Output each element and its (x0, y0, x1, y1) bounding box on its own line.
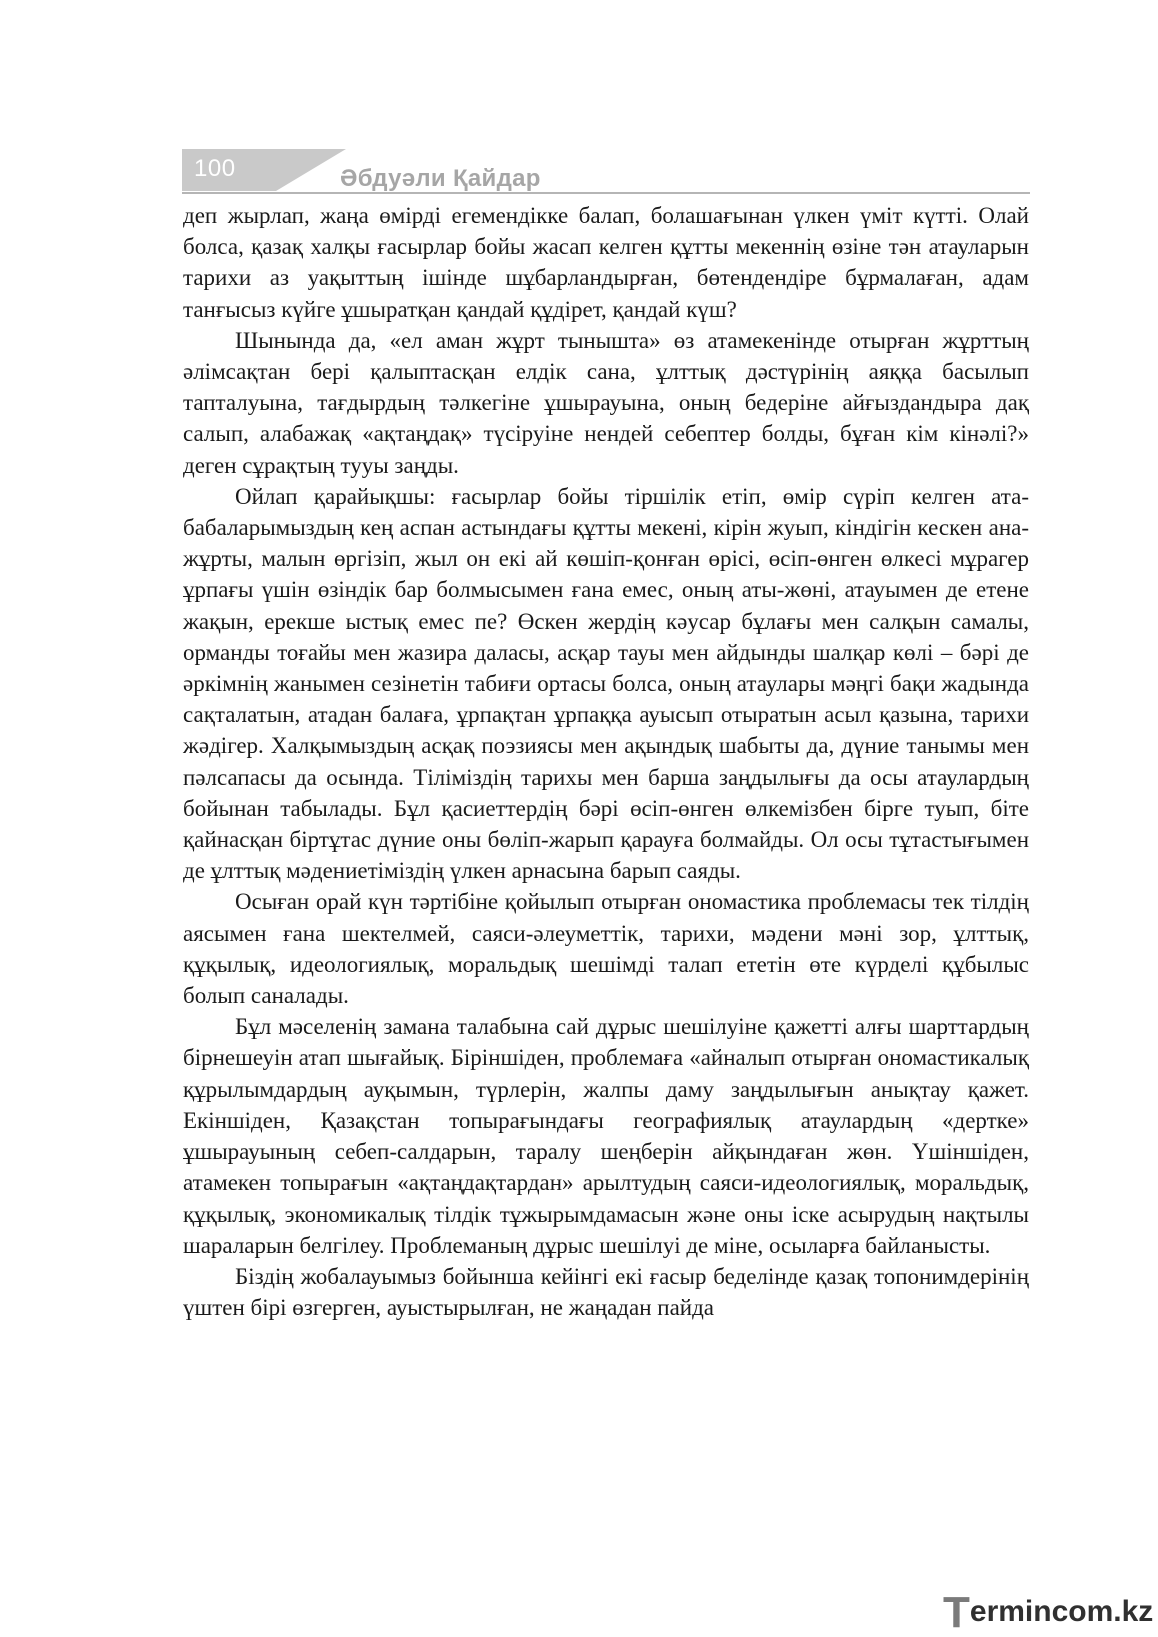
paragraph-2: Шынында да, «ел аман жұрт тыныштa» өз атамекенінде отырған жұрттың әлімсақтан бері қалыптасқан елдік сана, ұлттық дәстүрінің аяққа басылып тапталуына, тағдырдың тәлкегіне ұшырауына, оның бедеріне айғыздандыра дақ салып, алабажақ «ақтаңдақ» түсіруіне нендей себептер болды, бұған кім кінәлі?» деген сұрақтың тууы заңды. (183, 327, 1029, 478)
paragraph-1: деп жырлап, жаңа өмірді егемендікке балап, болашағынан үлкен үміт күтті. Олай болса, қазақ халқы ғасырлар бойы жасап келген құтты мекеннің өзіне тән атауларын тарихи аз уақыттың ішінде шұбарландырған, бөтендендіре бұрмалаған, адам танғысыз күйге ұшыратқан қандай құдірет, қандай күш? (183, 203, 1029, 322)
page-number-tab (182, 149, 276, 191)
paragraph-3: Ойлап қарайықшы: ғасырлар бойы тіршілік етіп, өмір сүріп келген ата-бабаларымыздың кең аспан астындағы құтты мекені, кірін жуып, кіндігін кескен ана-жұрты, малын өргізіп, жыл он екі ай көшіп-қонған өрісі, өсіп-өнген өлкесі мұрагер ұрпағы үшін өзіндік бар болмысымен ғана емес, оның аты-жөні, атауымен де етене жақын, ерекше ыстық емес пе? Өскен жердің кәусар бұлағы мен салқын самалы, орманды тоғайы мен жазира даласы, асқар тауы мен айдынды шалқар көлі – бәрі де әркімнің жанымен сезінетін табиғи ортасы болса, оның атаулары мәңгі бақи жадында сақталатын, атадан балаға, ұрпақтан ұрпаққа ауысып отыратын асыл қазына, тарихи жәдігер. Халқымыздың асқақ поэзиясы мен ақындық шабыты да, дүние танымы мен пәлсапасы да осында. Тіліміздің тарихы мен барша заңдылығы да осы атаулардың бойынан табылады. Бұл қасиеттердің бәрі өсіп-өнген өлкемізбен бірге туып, біте қайнасқан біртұтас дүние оны бөліп-жарып қарауға болмайды. Ол осы тұтастығымен де ұлттық мәдениетіміздің үлкен арнасына барып саяды. (183, 483, 1029, 884)
header-rule (182, 192, 1030, 194)
header-wedge-decoration (276, 149, 346, 191)
paragraph-6: Біздің жобалауымыз бойынша кейінгі екі ғасыр беделінде қазақ топонимдерінің үштен бірі өзгерген, ауыстырылған, не жаңадан пайда (183, 1263, 1029, 1321)
running-header (182, 149, 1030, 195)
paragraph-4: Осыған орай күн тәртібіне қойылып отырған ономастика проблемасы тек тілдің аясымен ғана шектелмей, саяси-әлеуметтік, тарихи, мәдени мәні зор, ұлттық, құқылық, идеологиялық, моральдық шешімді талап ететін өте күрделі құбылыс болып саналады. (183, 889, 1029, 1009)
body-text (183, 200, 1029, 1323)
watermark-text: ermincom.kz (969, 1595, 1154, 1628)
author-name: Әбдуәли Қайдар (340, 165, 541, 192)
watermark-initial: T (943, 1588, 970, 1637)
site-watermark (943, 1582, 1154, 1637)
page-number: 100 (194, 155, 236, 182)
paragraph-5: Бұл мәселенің замана талабына сай дұрыс шешілуіне қажетті алғы шарттардың бірнешеуін атап шығайық. Біріншіден, проблемаға «айналып отырған ономастикалық құрылымдардың ауқымын, түрлерін, жалпы даму заңдылығын анықтау қажет. Екіншіден, Қазақстан топырағындағы географиялық атаулардың «дертке» ұшырауының себеп-салдарын, таралу шеңберін айқындаған жөн. Үшіншіден, атамекен топырағын «ақтаңдақтардан» арылтудың саяси-идеологиялық, моральдық, құқылық, экономикалық тілдік тұжырымдамасын және оны іске асырудың нақтылы шараларын белгілеу. Проблеманың дұрыс шешілуі де міне, осыларға байланысты. (183, 1014, 1029, 1258)
